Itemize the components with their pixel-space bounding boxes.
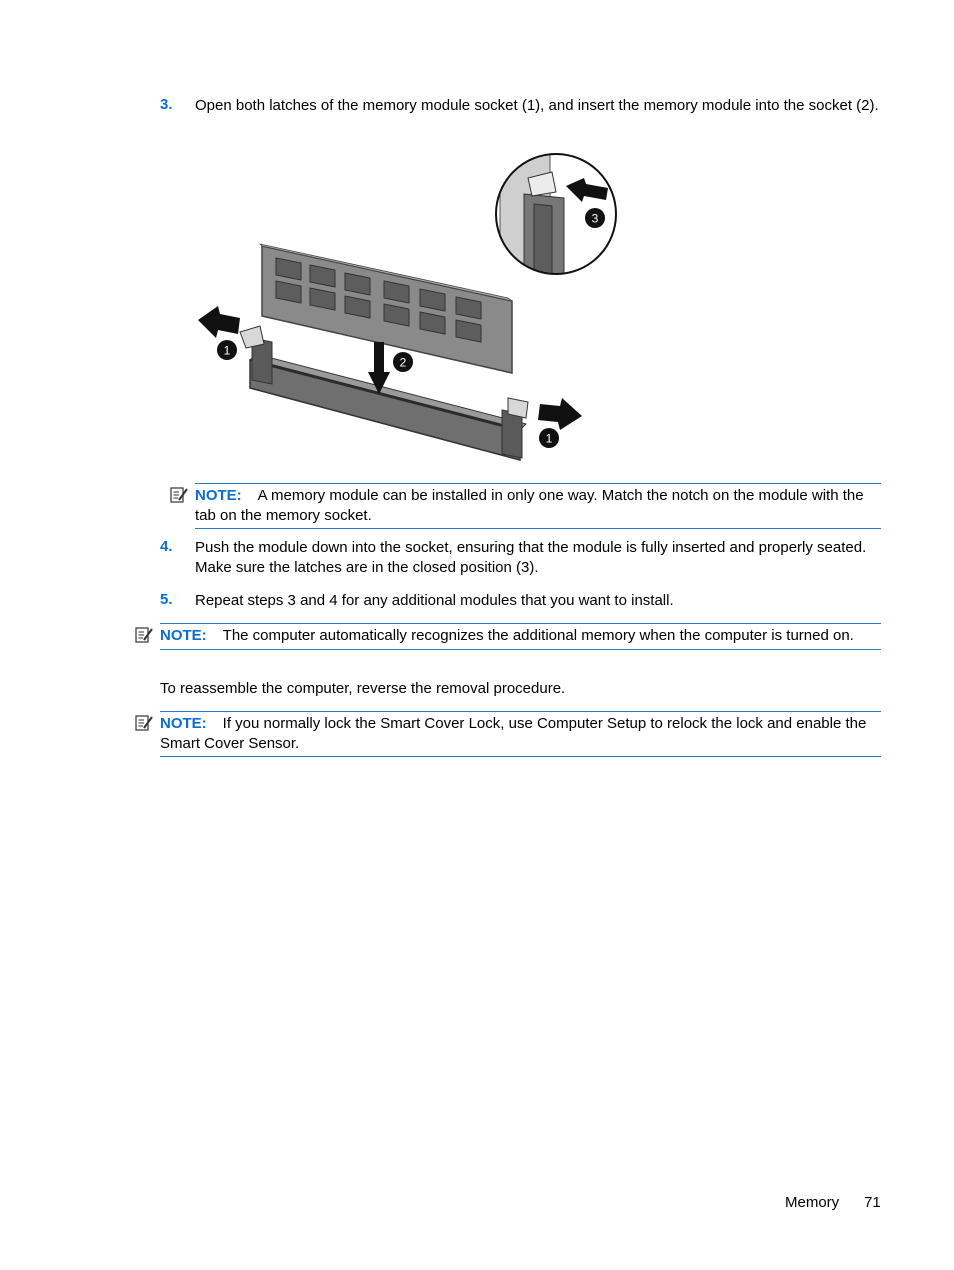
footer-section: Memory [785,1194,840,1211]
note-box [195,483,881,529]
note-box [160,711,881,757]
memory-module-illustration [260,244,512,373]
memory-module-installation-figure [190,148,620,468]
step-3-text: Open both latches of the memory module socket (1), and insert the memory module into the socket (2). [195,97,879,114]
svg-text:1: 1 [545,431,553,446]
page-number: 71 [864,1194,881,1211]
note-text: A memory module can be installed in only one way. Match the notch on the module with the tab on the memory socket. [195,487,864,524]
note-icon [135,714,153,732]
step-number: 5. [160,591,173,608]
svg-text:3: 3 [591,211,599,226]
reassemble-text: To reassemble the computer, reverse the removal procedure. [160,680,566,697]
note-icon [135,626,153,644]
note-label: NOTE: [160,627,207,644]
note-text: If you normally lock the Smart Cover Lock, use Computer Setup to relock the lock and enable the Smart Cover Sensor. [160,715,867,752]
callout-1-left [217,340,237,360]
latch-closeup-inset [496,148,616,288]
svg-text:1: 1 [223,343,231,358]
note-box [160,623,881,650]
note-icon [170,486,188,504]
note-label: NOTE: [160,715,207,732]
right-arrow-icon [538,398,582,430]
left-arrow-icon [198,306,240,338]
note-label: NOTE: [195,487,242,504]
callout-2 [393,352,413,372]
step-number: 4. [160,538,173,555]
step-5-text: Repeat steps 3 and 4 for any additional modules that you want to install. [195,592,674,609]
step-4-text: Push the module down into the socket, ensuring that the module is fully inserted and properly seated. Make sure the latches are in the closed position (3). [195,539,867,576]
svg-text:2: 2 [399,355,407,370]
note-text: The computer automatically recognizes the additional memory when the computer is turned on. [222,627,854,644]
callout-1-right [539,428,559,448]
step-number: 3. [160,96,173,113]
